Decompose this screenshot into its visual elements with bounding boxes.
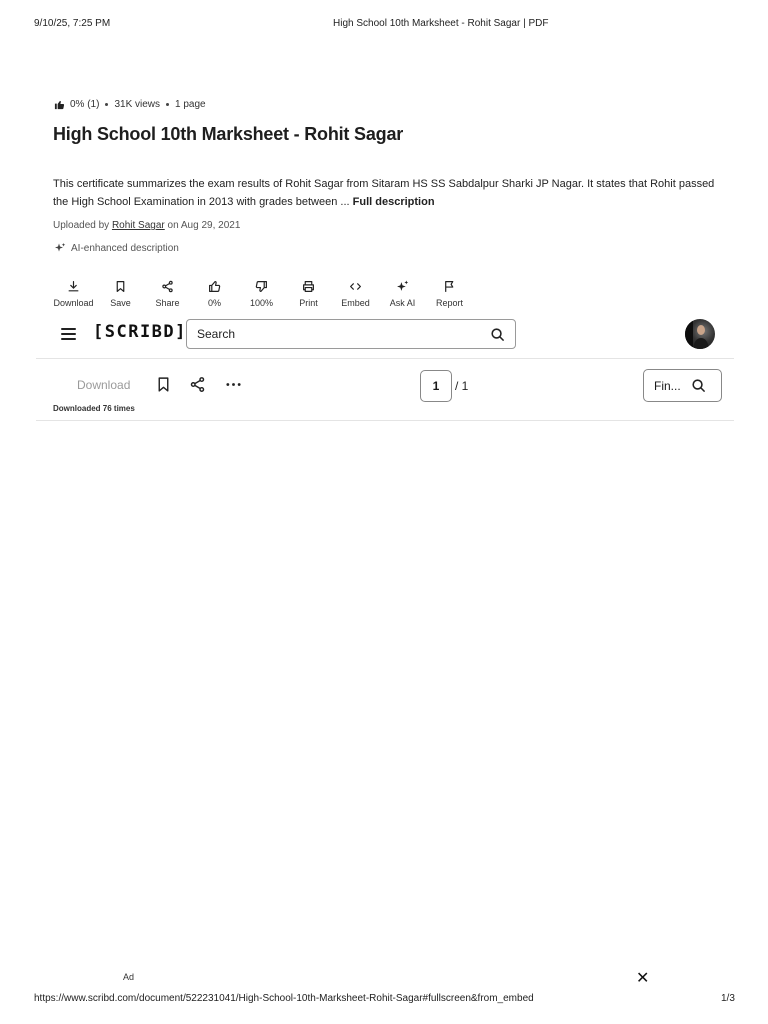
uploaded-date: on Aug 29, 2021	[167, 220, 241, 231]
action-bar	[50, 280, 473, 308]
page-number-input[interactable]: 1	[420, 370, 452, 402]
printer-icon	[302, 280, 315, 293]
document-title: High School 10th Marksheet - Rohit Sagar	[53, 124, 404, 144]
print-url: https://www.scribd.com/document/522231041/High-School-10th-Marksheet-Rohit-Sagar#fullscreen&from_embed	[34, 993, 534, 1004]
search-icon	[691, 378, 706, 393]
print-action[interactable]	[285, 280, 332, 308]
document-description	[53, 175, 723, 211]
download-button[interactable]: Download	[77, 378, 131, 392]
flag-icon	[443, 280, 456, 293]
rating-text: 0% (1)	[70, 99, 100, 110]
ad-label: Ad	[123, 972, 135, 982]
separator-dot	[105, 103, 108, 106]
action-label: Ask AI	[389, 298, 416, 308]
action-label: Report	[435, 298, 463, 308]
page-total: / 1	[455, 379, 469, 393]
document-toolbar	[0, 368, 768, 402]
avatar[interactable]	[685, 319, 715, 349]
search-placeholder: Search	[197, 327, 236, 341]
description-text: This certificate summarizes the exam results of Rohit Sagar from Sitaram HS SS Sabdalpur Sharki JP Nagar. It states that Rohit passed the High School Examination in 2013 with grades between ...	[53, 178, 715, 208]
action-label: 100%	[249, 298, 274, 308]
more-options-icon[interactable]	[225, 376, 242, 393]
action-label: Embed	[341, 298, 370, 308]
find-in-document[interactable]	[643, 369, 722, 402]
print-page-title: High School 10th Marksheet - Rohit Sagar | PDF	[333, 18, 549, 29]
search-icon[interactable]	[490, 327, 505, 342]
dislike-action[interactable]	[238, 280, 285, 308]
thumbs-up-icon	[208, 280, 221, 293]
views-text: 31K views	[114, 99, 161, 110]
action-label: Print	[299, 298, 318, 308]
downloaded-count: Downloaded 76 times	[53, 404, 135, 413]
ask-ai-action[interactable]	[379, 280, 426, 308]
toolbar-divider	[36, 420, 734, 421]
action-label: Share	[155, 298, 180, 308]
print-datetime: 9/10/25, 7:25 PM	[34, 18, 111, 29]
close-icon[interactable]: ✕	[636, 970, 650, 987]
action-label: Download	[53, 298, 94, 308]
separator-dot	[166, 103, 169, 106]
pages-text: 1 page	[175, 99, 206, 110]
share-icon	[161, 280, 174, 293]
code-icon	[349, 280, 362, 293]
action-label: Save	[110, 298, 131, 308]
embed-action[interactable]	[332, 280, 379, 308]
search-input[interactable]	[186, 319, 516, 349]
download-icon	[67, 280, 80, 293]
uploaded-prefix: Uploaded by	[53, 220, 110, 231]
menu-icon[interactable]	[61, 328, 76, 340]
action-label: 0%	[207, 298, 221, 308]
share-icon[interactable]	[189, 376, 206, 393]
bookmark-icon[interactable]	[155, 376, 172, 393]
bookmark-icon	[114, 280, 127, 293]
full-description-link[interactable]: Full description	[352, 196, 435, 208]
sparkle-icon	[396, 280, 409, 293]
ai-enhanced-label: AI-enhanced description	[71, 242, 179, 254]
scribd-logo[interactable]: [SCRIBD]	[93, 322, 187, 342]
share-action[interactable]	[144, 280, 191, 308]
navbar-divider	[36, 358, 734, 359]
ai-enhanced-note	[54, 242, 179, 254]
find-label: Fin...	[654, 378, 681, 393]
thumbs-up-icon	[54, 99, 65, 110]
print-page-number: 1/3	[721, 993, 735, 1004]
thumbs-down-icon	[255, 280, 268, 293]
sparkle-icon	[54, 242, 66, 254]
like-action[interactable]	[191, 280, 238, 308]
uploader-link[interactable]: Rohit Sagar	[111, 220, 165, 231]
download-action[interactable]	[50, 280, 97, 308]
save-action[interactable]	[97, 280, 144, 308]
report-action[interactable]	[426, 280, 473, 308]
uploaded-info	[53, 220, 240, 231]
site-navbar	[0, 318, 768, 350]
document-meta	[54, 99, 206, 110]
